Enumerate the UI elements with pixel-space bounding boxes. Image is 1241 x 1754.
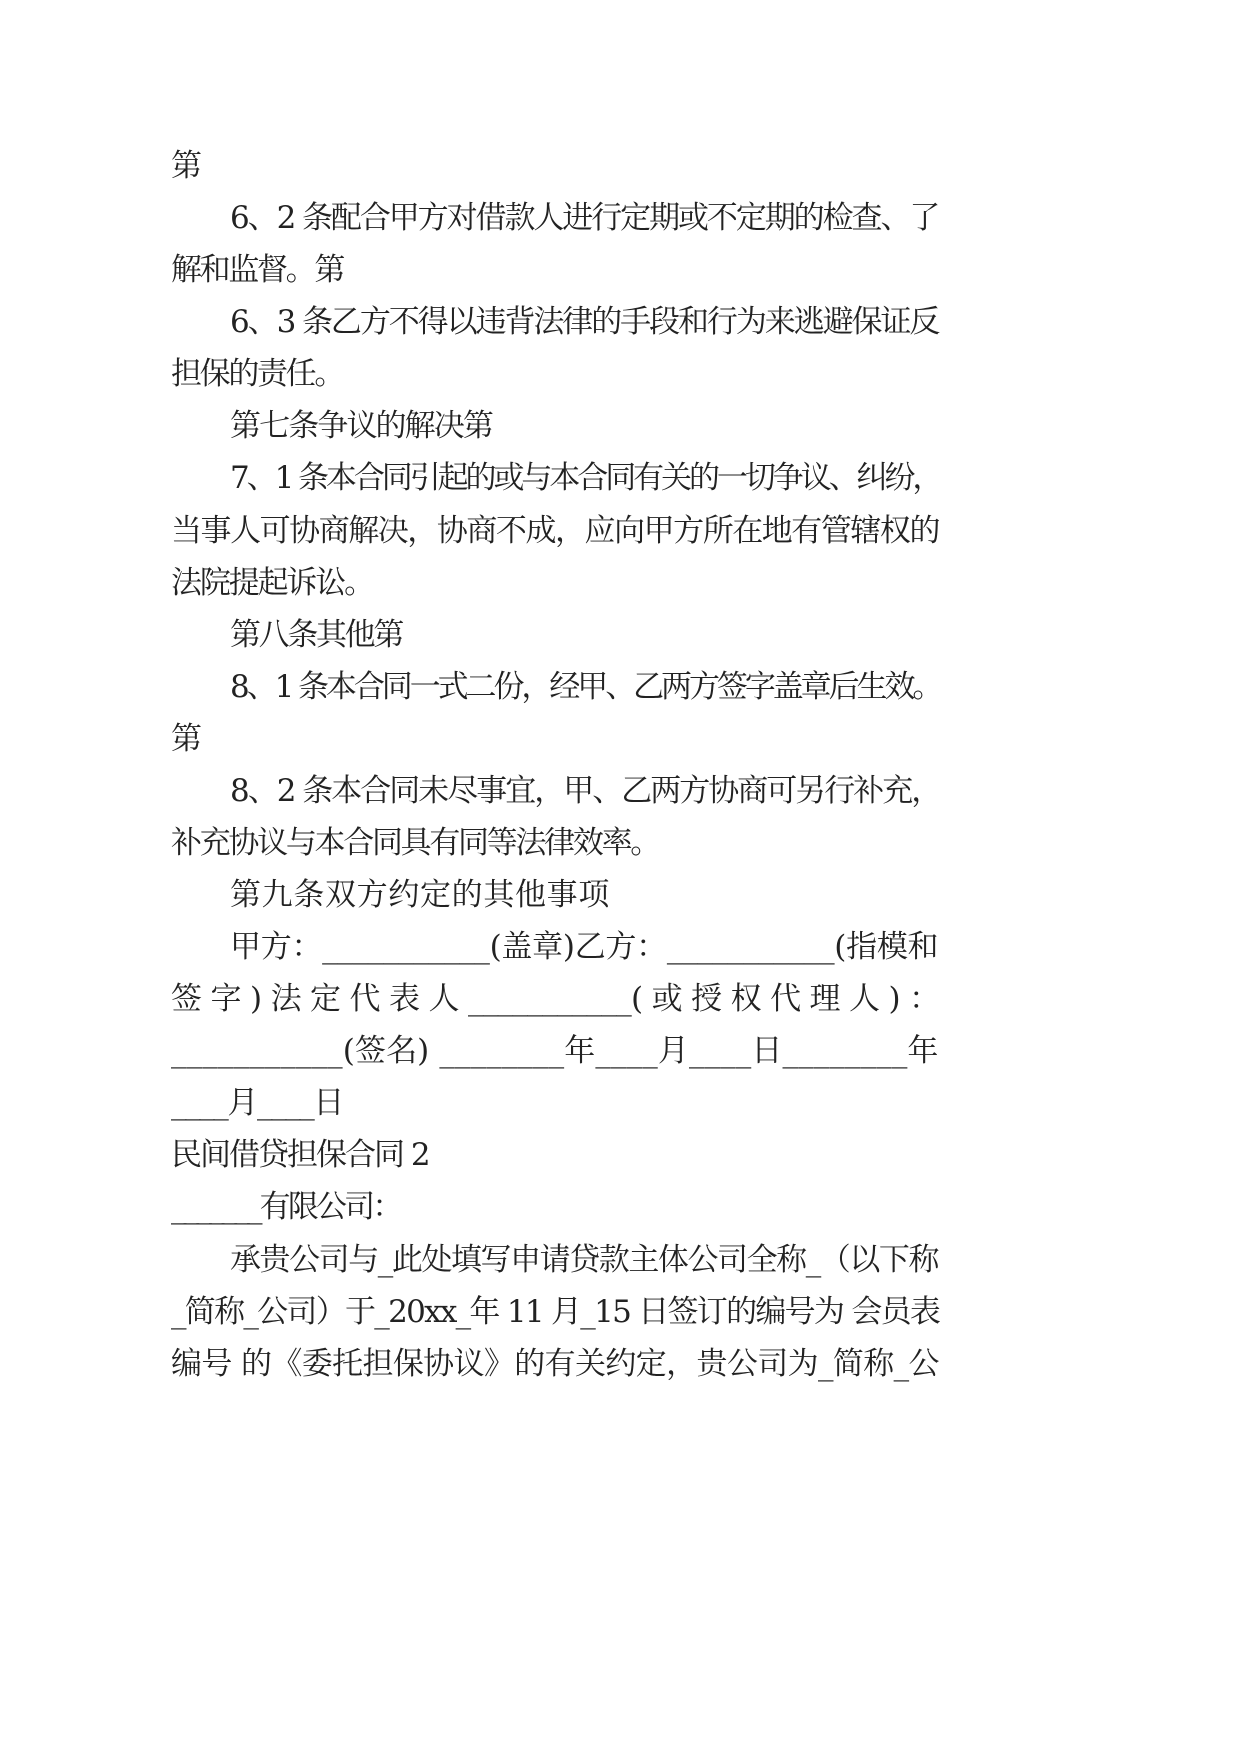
text-line: 第 (171, 721, 202, 757)
section-heading: 第八条其他第 (230, 617, 402, 653)
text-line: 编号 的《委托担保协议》的有关约定，贵公司为_简称_公 (171, 1346, 939, 1382)
text-line: 8、1 条本合同一式二份，经甲、乙两方签字盖章后生效。 (230, 669, 941, 705)
text-line: 第 (171, 148, 202, 184)
text-line: 法院提起诉讼。 (171, 565, 373, 601)
text-line: 8、2 条本合同未尽事宜，甲、乙两方协商可另行补充， (230, 773, 941, 809)
addressee-line: _______有限公司： (171, 1189, 401, 1225)
text-line: _简称_公司）于_20xx_年 11 月_15 日签订的编号为 会员表 (171, 1294, 940, 1330)
text-line: 7、1 条本合同引起的或与本合同有关的一切争议、纠纷， (230, 460, 941, 496)
signature-line: ____月____日 (171, 1085, 343, 1121)
text-line: 当事人可协商解决，协商不成，应向甲方所在地有管辖权的 (171, 513, 939, 549)
section-heading: 第七条争议的解决第 (230, 408, 492, 444)
section-heading: 第九条双方约定的其他事项 (230, 877, 610, 913)
text-line: 承贵公司与_此处填写申请贷款主体公司全称_（以下称 (230, 1242, 938, 1278)
text-line: 补充协议与本合同具有同等法律效率。 (171, 825, 659, 861)
text-line: 6、3 条乙方不得以违背法律的手段和行为来逃避保证反 (230, 304, 939, 340)
signature-line: 甲方：___________(盖章)乙方：___________(指模和 (230, 929, 939, 965)
text-line: 解和监督。第 (171, 252, 343, 288)
text-line: 担保的责任。 (171, 356, 343, 392)
text-line: 6、2 条配合甲方对借款人进行定期或不定期的检查、了 (230, 200, 939, 236)
document-title: 民间借贷担保合同 2 (171, 1137, 429, 1173)
signature-line: ___________(签名) ________年____月____日________年 (171, 1033, 939, 1069)
signature-line: 签 字 ) 法 定 代 表 人 ___________( 或 授 权 代 理 人 ) ： (171, 981, 940, 1017)
